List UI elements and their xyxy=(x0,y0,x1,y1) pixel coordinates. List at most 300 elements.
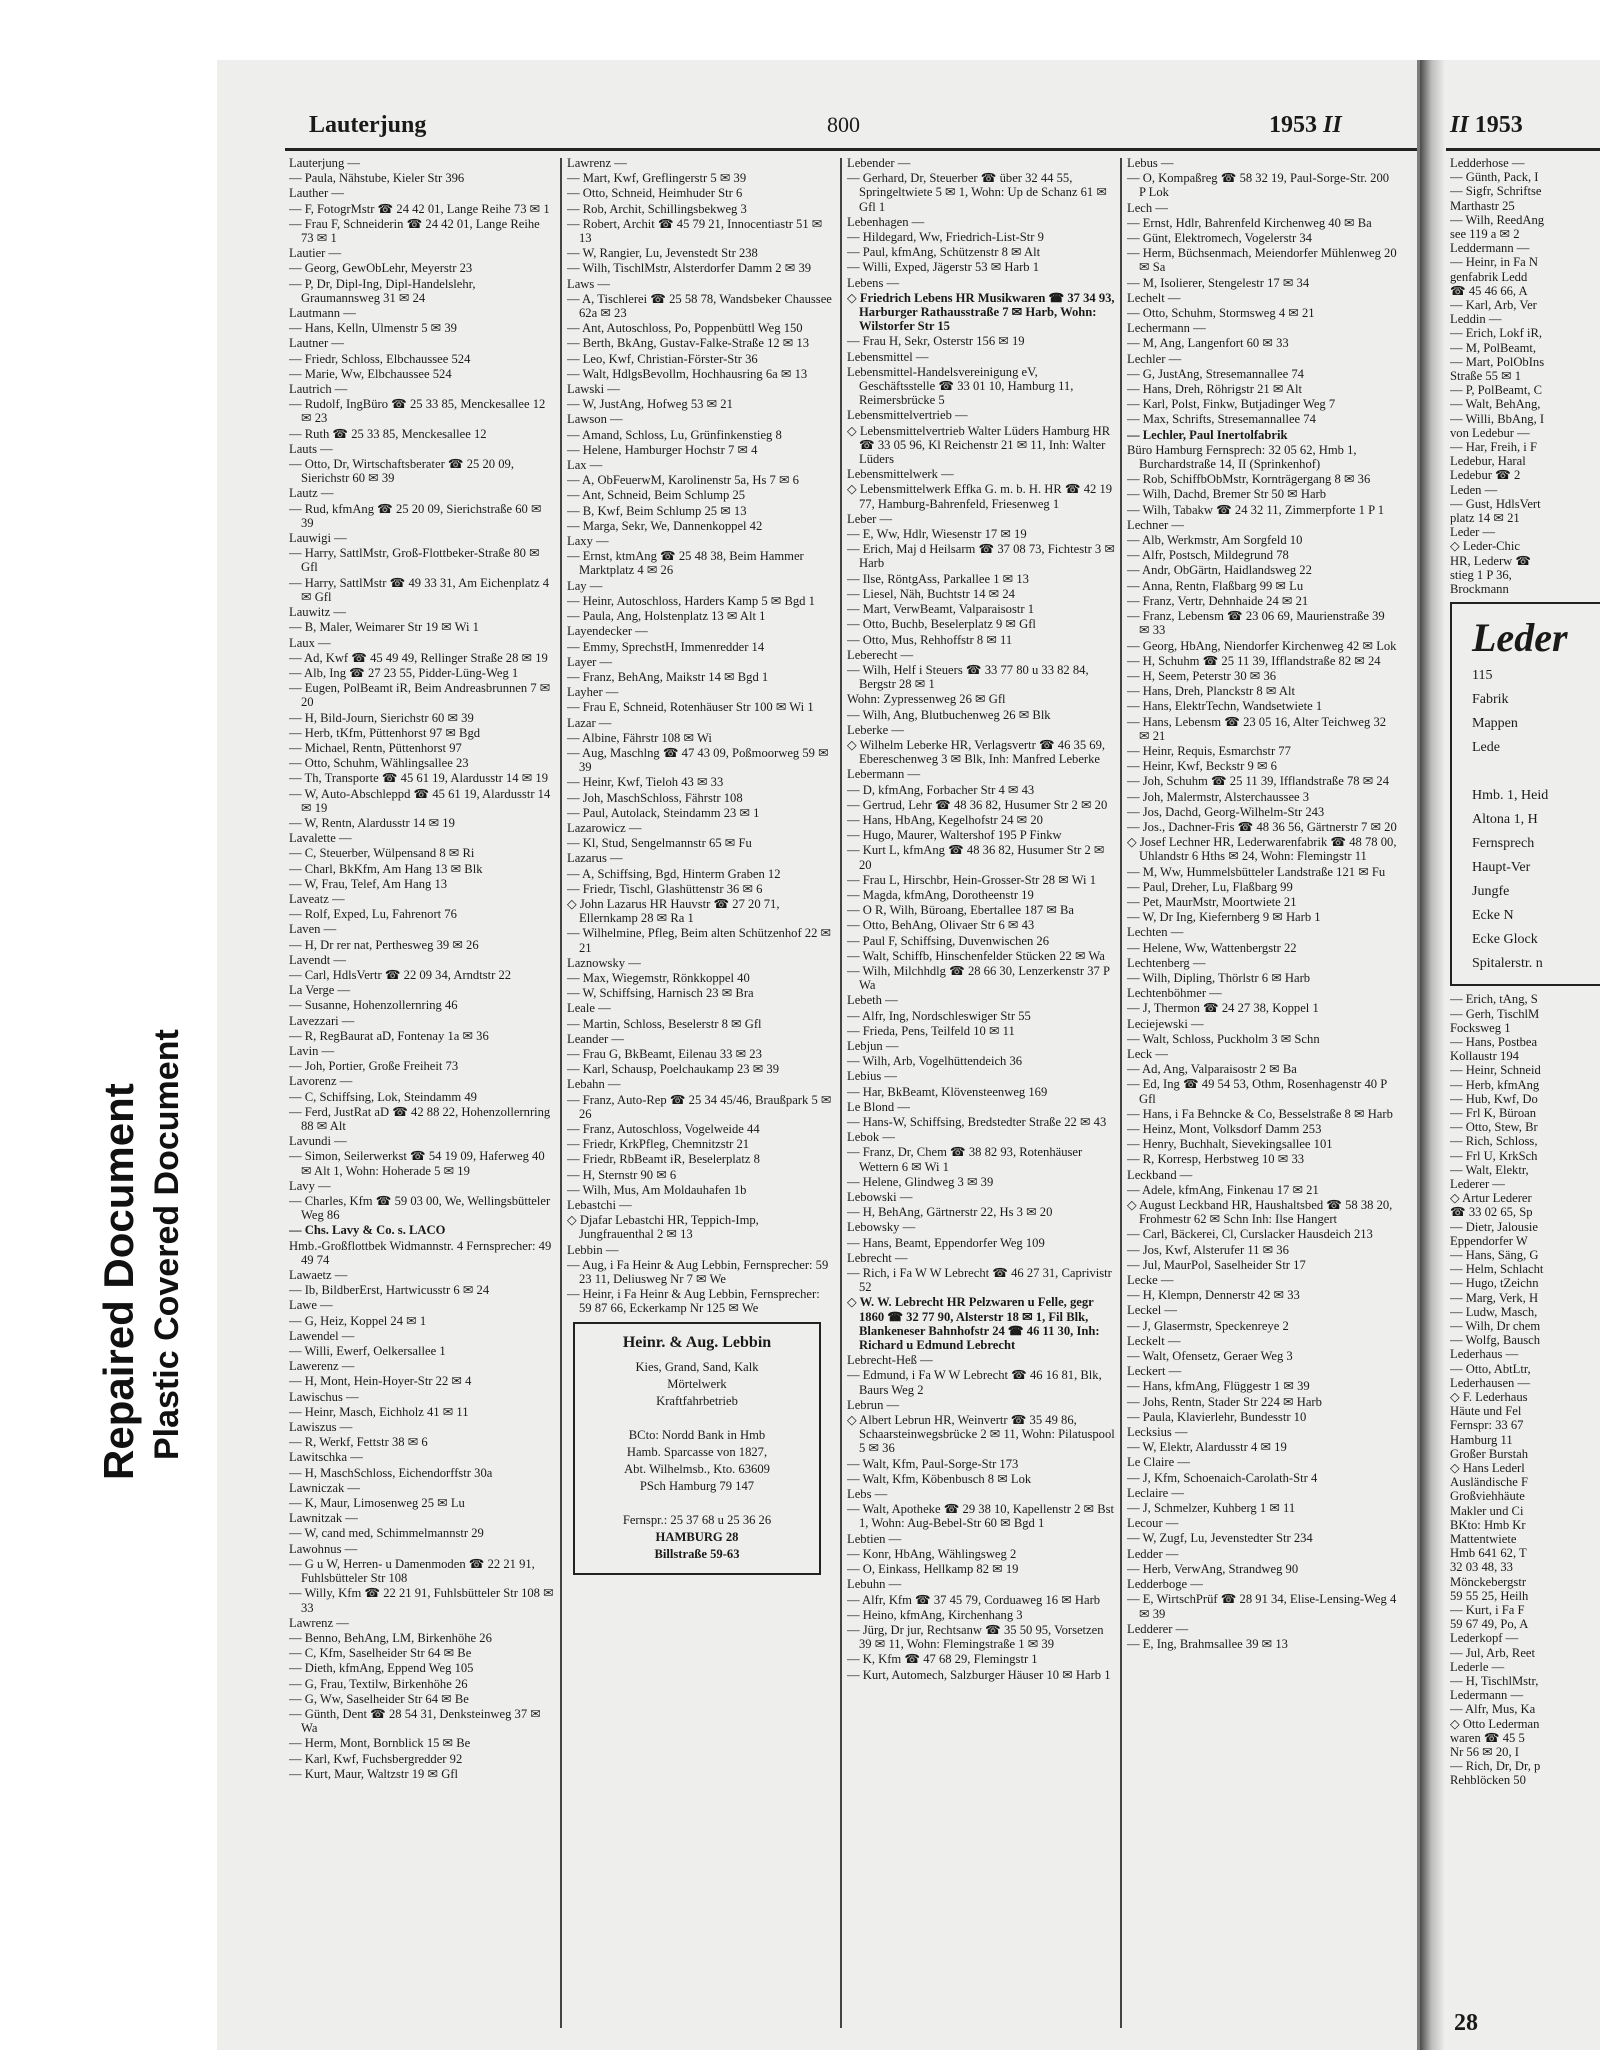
column-divider xyxy=(1120,158,1122,2028)
ad-line: Kraftfahrbetrieb xyxy=(656,1393,738,1408)
page-number: 800 xyxy=(827,112,860,137)
directory-entry: — Ferd, JustRat aD ☎ 42 88 22, Hohenzollernring 88 ✉ Alt xyxy=(289,1104,551,1133)
directory-entry: — W, cand med, Schimmelmannstr 29 xyxy=(289,1526,484,1541)
directory-entry: — W, Rangier, Lu, Jevenstedt Str 238 xyxy=(567,246,758,261)
ad-line: Spitalerstr. n xyxy=(1472,956,1543,972)
directory-entry: Lebjun — xyxy=(847,1038,899,1053)
directory-entry: — Walt, HdlgsBevollm, Hochhausring 6a ✉ 13 xyxy=(567,366,808,381)
directory-entry: Lebrun — xyxy=(847,1397,900,1412)
directory-entry: — Willi, BbAng, I xyxy=(1450,411,1545,426)
directory-entry: ◇ Otto Lederman xyxy=(1450,1716,1540,1731)
directory-entry: Wohn: Zypressenweg 26 ✉ Gfl xyxy=(847,692,1006,707)
directory-entry: ◇ Wilhelm Leberke HR, Verlagsvertr ☎ 46 35 69, Ebereschenweg 3 ✉ Blk, Inh: Manfred Leberke xyxy=(847,737,1106,767)
column-2 xyxy=(567,156,835,2036)
directory-columns xyxy=(285,156,1417,2036)
directory-entry: Lavezzari — xyxy=(289,1013,355,1028)
directory-entry: Lederle — xyxy=(1450,1659,1505,1674)
directory-entry: Le Claire — xyxy=(1127,1455,1190,1470)
directory-entry: Lechtenböhmer — xyxy=(1127,986,1222,1001)
directory-entry: Focksweg 1 xyxy=(1450,1020,1511,1035)
directory-entry: Lauwitz — xyxy=(289,605,347,620)
directory-entry: Leckband — xyxy=(1127,1167,1193,1182)
directory-entry: — Heinr, Schneid xyxy=(1450,1063,1541,1078)
directory-entry: — A, ObFeuerwM, Karolinenstr 5a, Hs 7 ✉ 6 xyxy=(567,473,799,488)
directory-entry: Lebbin — xyxy=(567,1242,619,1257)
directory-entry: — Gust, HdlsVert xyxy=(1450,496,1541,511)
ad-line xyxy=(1472,760,1600,784)
ad-title: Heinr. & Aug. Lebbin xyxy=(622,1333,772,1351)
directory-entry: — W, Elektr, Alardusstr 4 ✉ 19 xyxy=(1127,1440,1287,1455)
directory-entry: — Jürg, Dr jur, Rechtsanw ☎ 35 50 95, Vorsetzen 39 ✉ 11, Wohn: Flemingstraße 1 ✉ 39 xyxy=(847,1622,1104,1652)
directory-entry: — Ant, Autoschloss, Po, Poppenbüttl Weg 150 xyxy=(567,321,803,336)
directory-entry: — J, Glasermstr, Speckenreye 2 xyxy=(1127,1318,1289,1333)
directory-entry: Lawaetz — xyxy=(289,1268,348,1283)
directory-entry: — Otto, Buchb, Beselerplatz 9 ✉ Gfl xyxy=(847,617,1036,632)
directory-entry: — Kurt, Maur, Waltzstr 19 ✉ Gfl xyxy=(289,1766,458,1781)
directory-entry: — Hildegard, Ww, Friedrich-List-Str 9 xyxy=(847,230,1044,245)
directory-entry: — Georg, GewObLehr, Meyerstr 23 xyxy=(289,261,473,276)
directory-entry: Lebenhagen — xyxy=(847,214,925,229)
directory-entry: — Robert, Archit ☎ 45 79 21, Innocentiastr 51 ✉ 13 xyxy=(567,216,823,246)
directory-entry: Lavalette — xyxy=(289,831,352,846)
directory-entry: — Albine, Fährstr 108 ✉ Wi xyxy=(567,730,712,745)
directory-entry: — Otto, Stew, Br xyxy=(1450,1120,1538,1135)
directory-entry: — Gerh, TischlM xyxy=(1450,1006,1540,1021)
directory-entry: Lautner — xyxy=(289,336,344,351)
directory-entry: — Wilh, ReedAng xyxy=(1450,212,1545,227)
left-page xyxy=(217,60,1420,2050)
directory-entry: Lawski — xyxy=(567,382,620,397)
directory-entry: — Wilhelmine, Pfleg, Beim alten Schützenhof 22 ✉ 21 xyxy=(567,926,832,955)
directory-entry: — Joh, Schuhm ☎ 25 11 39, Ifflandstraße 78 ✉ 24 xyxy=(1127,774,1389,789)
directory-entry: — Rich, i Fa W W Lebrecht ☎ 46 27 31, Caprivistr 52 xyxy=(847,1266,1112,1295)
directory-entry: — W, Dr Ing, Kiefernberg 9 ✉ Harb 1 xyxy=(1127,910,1321,925)
ad-line: Ecke N xyxy=(1472,908,1514,924)
directory-entry: — Hans, Lebensm ☎ 23 05 16, Alter Teichweg 32 ✉ 21 xyxy=(1127,714,1387,743)
directory-entry: — A, Tischlerei ☎ 25 58 78, Wandsbeker Chaussee 62a ✉ 23 xyxy=(567,291,832,321)
directory-entry: Lechtenberg — xyxy=(1127,955,1206,970)
directory-entry: — Kl, Stud, Sengelmannstr 65 ✉ Fu xyxy=(567,836,752,851)
directory-entry: — Otto, AbtLtr, xyxy=(1450,1361,1531,1376)
directory-entry: — Charles, Kfm ☎ 59 03 00, We, Wellingsbütteler Weg 86 xyxy=(289,1194,551,1223)
right-running-head xyxy=(1450,112,1523,139)
column-3 xyxy=(847,156,1115,2036)
directory-entry: — G, JustAng, Stresemannallee 74 xyxy=(1127,366,1304,381)
ad-line: Jungfe xyxy=(1472,884,1510,900)
directory-entry: Leck — xyxy=(1127,1046,1168,1061)
directory-entry: — Hans, Kelln, Ulmenstr 5 ✉ 39 xyxy=(289,321,457,336)
directory-entry: Lech — xyxy=(1127,200,1168,215)
directory-entry: — K, Kfm ☎ 47 68 29, Flemingstr 1 xyxy=(847,1652,1038,1667)
directory-entry: Ledebur, Haral xyxy=(1450,454,1526,469)
directory-entry: Lawrenz — xyxy=(567,156,627,170)
directory-entry: — Ruth ☎ 25 33 85, Menckesallee 12 xyxy=(289,426,487,441)
directory-entry: — C, Steuerber, Wülpensand 8 ✉ Ri xyxy=(289,846,475,861)
directory-entry: — Magda, kfmAng, Dorotheenstr 19 xyxy=(847,887,1034,902)
directory-entry: — Frl U, KrkSch xyxy=(1450,1148,1538,1163)
directory-entry: — Rich, Schloss, xyxy=(1450,1134,1538,1149)
directory-entry: Leckelt — xyxy=(1127,1333,1181,1348)
scanned-directory-page xyxy=(217,60,1600,2050)
directory-entry: — A, Schiffsing, Bgd, Hinterm Graben 12 xyxy=(567,866,781,881)
directory-entry: Lebastchi — xyxy=(567,1198,632,1213)
directory-entry: Lebensmittelvertrieb — xyxy=(847,408,968,423)
directory-entry: — Franz, BehAng, Maikstr 14 ✉ Bgd 1 xyxy=(567,669,769,684)
directory-entry: Großviehhäute xyxy=(1450,1489,1525,1504)
directory-entry: — Susanne, Hohenzollernring 46 xyxy=(289,998,458,1013)
directory-entry: — Ant, Schneid, Beim Schlump 25 xyxy=(567,488,746,503)
directory-entry: Häute und Fel xyxy=(1450,1404,1522,1419)
directory-entry: Nr 56 ✉ 20, I xyxy=(1450,1745,1519,1760)
directory-entry: — Anna, Rentn, Flaßbarg 99 ✉ Lu xyxy=(1127,578,1304,593)
directory-entry: Kollaustr 194 xyxy=(1450,1049,1519,1064)
directory-entry: Lecke — xyxy=(1127,1273,1174,1288)
directory-entry: — Ad, Kwf ☎ 45 49 49, Rellinger Straße 28 ✉ 19 xyxy=(289,650,548,665)
directory-entry: — Helm, Schlacht xyxy=(1450,1262,1544,1277)
directory-entry: Lederhausen — xyxy=(1450,1375,1531,1390)
directory-entry: — Simon, Seilerwerkst ☎ 54 19 09, Haferweg 40 ✉ Alt 1, Wohn: Hoherade 5 ✉ 19 xyxy=(289,1149,545,1178)
directory-entry: Leciejewski — xyxy=(1127,1016,1204,1031)
column-divider xyxy=(560,158,562,2028)
directory-entry: — Heinr, i Fa Heinr & Aug Lebbin, Fernsprecher: 59 87 66, Eckerkamp Nr 125 ✉ We xyxy=(567,1287,820,1316)
directory-entry: — Walt, BehAng, xyxy=(1450,397,1541,412)
directory-entry: Lebrecht — xyxy=(847,1250,908,1265)
directory-entry: — Willi, Exped, Jägerstr 53 ✉ Harb 1 xyxy=(847,260,1040,275)
directory-entry: — K, Maur, Limosenweg 25 ✉ Lu xyxy=(289,1496,465,1511)
directory-entry: ◇ August Leckband HR, Haushaltsbed ☎ 58 38 20, Frohmestr 62 ✉ Schn Inh: Ilse Hangert xyxy=(1127,1198,1393,1227)
directory-entry: — Erich, Maj d Heilsarm ☎ 37 08 73, Fichtestr 3 ✉ Harb xyxy=(847,542,1115,571)
directory-entry: Lebs — xyxy=(847,1487,888,1502)
directory-entry: Lavy — xyxy=(289,1178,331,1193)
ad-line: Fernsprech xyxy=(1472,836,1535,852)
directory-entry: Lawniczak — xyxy=(289,1480,360,1495)
directory-entry: Ledermann — xyxy=(1450,1688,1524,1703)
directory-entry: — Otto, Schneid, Heimhuder Str 6 xyxy=(567,186,743,201)
directory-entry: Lechermann — xyxy=(1127,321,1206,336)
directory-entry: Lederhaus — xyxy=(1450,1347,1519,1362)
directory-entry: — O, Einkass, Hellkamp 82 ✉ 19 xyxy=(847,1562,1019,1577)
directory-entry: genfabrik Ledd xyxy=(1450,269,1528,284)
directory-entry: Leddin — xyxy=(1450,312,1502,327)
directory-entry: — H, Seem, Peterstr 30 ✉ 36 xyxy=(1127,668,1277,683)
directory-entry: — Martin, Schloss, Beselerstr 8 ✉ Gfl xyxy=(567,1016,762,1031)
directory-entry: — C, Kfm, Saselheider Str 64 ✉ Be xyxy=(289,1646,472,1661)
directory-entry: — H, Sternstr 90 ✉ 6 xyxy=(567,1167,677,1182)
directory-entry: — Walt, Kfm, Köbenbusch 8 ✉ Lok xyxy=(847,1471,1032,1486)
directory-entry: — D, kfmAng, Forbacher Str 4 ✉ 43 xyxy=(847,782,1035,797)
directory-entry: — P, Dr, Dipl-Ing, Dipl-Handelslehr, Graumannsweg 31 ✉ 24 xyxy=(289,276,476,305)
directory-entry: Leckert — xyxy=(1127,1364,1182,1379)
directory-entry: ◇ Artur Lederer xyxy=(1450,1191,1532,1206)
directory-entry: — Mart, PolObIns xyxy=(1450,354,1545,369)
directory-entry: Lechten — xyxy=(1127,925,1184,940)
directory-entry: — H, TischlMstr, xyxy=(1450,1674,1539,1689)
directory-entry: Lebowsky — xyxy=(847,1220,916,1235)
directory-entry: Lawiszus — xyxy=(289,1420,353,1435)
directory-entry: Lauwigi — xyxy=(289,531,347,546)
directory-entry: — Alb, Werkmstr, Am Sorgfeld 10 xyxy=(1127,533,1303,548)
directory-entry: — Rudolf, IngBüro ☎ 25 33 85, Menckesallee 12 ✉ 23 xyxy=(289,397,546,426)
year: 1953 xyxy=(1269,112,1317,138)
directory-entry: Leden — xyxy=(1450,482,1498,497)
directory-entry: — Günth, Pack, I xyxy=(1450,170,1539,185)
directory-entry: waren ☎ 45 5 xyxy=(1450,1730,1525,1745)
directory-entry: — Harry, SattlMstr ☎ 49 33 31, Am Eichenplatz 4 ✉ Gfl xyxy=(289,575,550,604)
directory-entry: — M, Ww, Hummelsbütteler Landstraße 121 ✉ Fu xyxy=(1127,864,1386,879)
directory-entry: — Rud, kfmAng ☎ 25 20 09, Sierichstraße 60 ✉ 39 xyxy=(289,501,542,530)
column-1 xyxy=(289,156,555,2036)
directory-entry: Lazar — xyxy=(567,715,612,730)
ad-line: Altona 1, H xyxy=(1472,812,1538,828)
directory-entry: — Wilh, Helf i Steuers ☎ 33 77 80 u 33 82 84, Bergstr 28 ✉ 1 xyxy=(847,662,1089,692)
directory-entry: — Dietr, Jalousie xyxy=(1450,1219,1538,1234)
ad-line: Ecke Glock xyxy=(1472,932,1538,948)
directory-entry: — C, Schiffsing, Lok, Steindamm 49 xyxy=(289,1089,477,1104)
directory-entry: Layher — xyxy=(567,685,619,700)
directory-entry: Lautz — xyxy=(289,486,334,501)
directory-entry: Leddermann — xyxy=(1450,241,1530,256)
directory-entry: — Herm, Mont, Bornblick 15 ✉ Be xyxy=(289,1736,471,1751)
right-header-rule xyxy=(1446,148,1600,151)
directory-entry: — Wilh, Arb, Vogelhüttendeich 36 xyxy=(847,1054,1023,1069)
directory-entry: Lecksius — xyxy=(1127,1425,1188,1440)
directory-entry: Rehblöcken 50 xyxy=(1450,1773,1526,1788)
directory-entry: Lavendt — xyxy=(289,952,347,967)
directory-entry: — Paul, Autolack, Steindamm 23 ✉ 1 xyxy=(567,805,760,820)
directory-entry: — Hans, ElektrTechn, Wandsetwiete 1 xyxy=(1127,699,1323,714)
directory-entry: — Harry, SattlMstr, Groß-Flottbeker-Straße 80 ✉ Gfl xyxy=(289,546,540,575)
directory-entry: Lechner — xyxy=(1127,517,1184,532)
ad-line: Fabrik xyxy=(1472,692,1509,708)
directory-entry: — Otto, Schuhm, Wählingsallee 23 xyxy=(289,756,469,771)
directory-entry: — Rob, SchiffbObMstr, Kornträgergang 8 ✉ 36 xyxy=(1127,472,1371,487)
directory-entry: — Rob, Archit, Schillingsbekweg 3 xyxy=(567,201,747,216)
directory-entry: — Ludw, Masch, xyxy=(1450,1304,1538,1319)
directory-entry: — Friedr, KrkPfleg, Chemnitzstr 21 xyxy=(567,1137,750,1152)
directory-entry: platz 14 ✉ 21 xyxy=(1450,511,1520,526)
directory-entry: — Charl, BkKfm, Am Hang 13 ✉ Blk xyxy=(289,861,483,876)
directory-entry: — Heinr, Autoschloss, Harders Kamp 5 ✉ Bgd 1 xyxy=(567,593,815,608)
directory-entry: — Jul, MaurPol, Saselheider Str 17 xyxy=(1127,1257,1306,1272)
directory-entry: Lebrecht-Heß — xyxy=(847,1353,933,1368)
directory-entry: — Alfr, Postsch, Mildegrund 78 xyxy=(1127,548,1289,563)
directory-entry: — Frl K, Büroan xyxy=(1450,1105,1537,1120)
directory-entry: Hmb.-Großflottbek Widmannstr. 4 Fernsprecher: 49 49 74 xyxy=(289,1238,552,1267)
directory-entry: — Willy, Kfm ☎ 22 21 91, Fuhlsbütteler Str 108 ✉ 33 xyxy=(289,1586,554,1615)
directory-entry: Lebahn — xyxy=(567,1077,621,1092)
ad-line: PSch Hamburg 79 147 xyxy=(639,1478,755,1493)
directory-entry: — Heinr, Kwf, Beckstr 9 ✉ 6 xyxy=(1127,759,1277,774)
directory-entry: — M, PolBeamt, xyxy=(1450,340,1537,355)
directory-entry: — Hans, Postbea xyxy=(1450,1034,1538,1049)
directory-entry: — Edmund, i Fa W W Lebrecht ☎ 46 16 81, Blk, Baurs Weg 2 xyxy=(847,1368,1102,1397)
directory-entry: — Wilh, Ang, Blutbuchenweg 26 ✉ Blk xyxy=(847,707,1051,722)
directory-entry: ◇ Hans Lederl xyxy=(1450,1461,1525,1475)
directory-entry: Leder — xyxy=(1450,525,1496,540)
directory-entry: Lechler — xyxy=(1127,351,1182,366)
archive-label-line1: Repaired Document xyxy=(95,1083,142,1480)
ad-line xyxy=(581,1410,813,1427)
directory-entry: — Walt, Ofensetz, Geraer Weg 3 xyxy=(1127,1349,1293,1364)
directory-entry: — Pet, MaurMstr, Moortwiete 21 xyxy=(1127,894,1297,909)
directory-entry: — R, Werkf, Fettstr 38 ✉ 6 xyxy=(289,1435,428,1450)
directory-entry: — G, Ww, Saselheider Str 64 ✉ Be xyxy=(289,1691,469,1706)
directory-entry: Makler und Ci xyxy=(1450,1503,1524,1518)
directory-entry: — Marga, Sekr, We, Dannenkoppel 42 xyxy=(567,518,763,533)
directory-entry: — E, Ww, Hdlr, Wiesenstr 17 ✉ 19 xyxy=(847,527,1027,542)
directory-entry: — Friedr, RbBeamt iR, Beselerplatz 8 xyxy=(567,1152,760,1167)
directory-entry: — Ilse, RöntgAss, Parkallee 1 ✉ 13 xyxy=(847,571,1029,586)
directory-entry: — Hugo, Maurer, Waltershof 195 P Finkw xyxy=(847,828,1062,843)
directory-entry: Ledderboge — xyxy=(1127,1577,1203,1592)
directory-entry: ◇ Albert Lebrun HR, Weinvertr ☎ 35 49 86, Schaarsteinwegsbrücke 2 ✉ 11, Wohn: Pilatuspool 5 ✉ 36 xyxy=(847,1413,1115,1456)
directory-entry: — Leo, Kwf, Christian-Förster-Str 36 xyxy=(567,351,758,366)
directory-entry: — Har, Freih, i F xyxy=(1450,440,1537,455)
directory-entry: — E, WirtschPrüf ☎ 28 91 34, Elise-Lensing-Weg 4 ✉ 39 xyxy=(1127,1592,1397,1621)
directory-entry: — W, Frau, Telef, Am Hang 13 xyxy=(289,876,448,891)
right-page xyxy=(1446,60,1600,2050)
directory-entry: — Günt, Elektromech, Vogelerstr 34 xyxy=(1127,231,1312,246)
directory-entry: 32 03 48, 33 xyxy=(1450,1560,1513,1575)
directory-entry: — Gerhard, Dr, Steuerber ☎ über 32 44 55, Springeltwiete 5 ✉ 1, Wohn: Up de Schanz 61 ✉ Gfl 1 xyxy=(847,171,1107,214)
directory-entry: Le Blond — xyxy=(847,1099,910,1114)
directory-entry: Hamburg 11 xyxy=(1450,1432,1513,1447)
directory-entry: — Alfr, Mus, Ka xyxy=(1450,1702,1536,1717)
ad-line: Hamb. Sparcasse von 1827, xyxy=(626,1444,768,1459)
directory-entry: Lauterjung — xyxy=(289,156,360,170)
directory-entry: Lazarus — xyxy=(567,851,623,866)
directory-entry: — G, Heiz, Koppel 24 ✉ 1 xyxy=(289,1313,427,1328)
volume: II xyxy=(1323,112,1342,138)
directory-entry: Leander — xyxy=(567,1031,624,1046)
directory-entry: Lavundi — xyxy=(289,1134,347,1149)
directory-entry: — Hans, Säng, G xyxy=(1450,1247,1539,1262)
directory-entry: stieg 1 P 36, xyxy=(1450,567,1512,582)
directory-entry: — Kurt L, kfmAng ☎ 48 36 82, Husumer Str 2 ✉ 20 xyxy=(847,843,1105,872)
directory-entry: — Wilh, Milchhdlg ☎ 28 66 30, Lenzerkenstr 37 P Wa xyxy=(847,963,1110,993)
directory-entry: — Aug, i Fa Heinr & Aug Lebbin, Fernsprecher: 59 23 11, Deliusweg Nr 7 ✉ We xyxy=(567,1257,829,1287)
directory-entry: — O R, Wilh, Büroang, Ebertallee 187 ✉ Ba xyxy=(847,903,1075,918)
directory-entry: ◇ Lebensmittelwerk Effka G. m. b. H. HR ☎ 42 19 77, Hamburg-Bahrenfeld, Friesenweg 1 xyxy=(847,482,1113,511)
directory-entry: — Ib, BildberErst, Hartwicusstr 6 ✉ 24 xyxy=(289,1283,490,1298)
directory-entry: — Wilh, Dr chem xyxy=(1450,1318,1541,1333)
directory-entry: Lebermann — xyxy=(847,767,921,782)
directory-entry: Lebius — xyxy=(847,1069,898,1084)
directory-entry: — Har, BkBeamt, Klövensteenweg 169 xyxy=(847,1084,1048,1099)
directory-entry: Lavin — xyxy=(289,1043,335,1058)
directory-entry: — Joh, Malermstr, Alsterchaussee 3 xyxy=(1127,789,1310,804)
directory-entry: — B, Maler, Weimarer Str 19 ✉ Wi 1 xyxy=(289,620,479,635)
directory-entry: Lay — xyxy=(567,578,603,593)
directory-entry: — E, Ing, Brahmsallee 39 ✉ 13 xyxy=(1127,1636,1288,1651)
directory-entry: — Wilh, Mus, Am Moldauhafen 1b xyxy=(567,1182,747,1197)
directory-entry: — H, MaschSchloss, Eichendorffstr 30a xyxy=(289,1465,493,1480)
directory-entry: Ausländische F xyxy=(1450,1475,1529,1490)
directory-entry: — Dieth, kfmAng, Eppend Weg 105 xyxy=(289,1661,474,1676)
directory-entry: — Paul, Dreher, Lu, Flaßbarg 99 xyxy=(1127,879,1293,894)
directory-entry: Lawnitzak — xyxy=(289,1511,358,1526)
directory-entry: — Ernst, ktmAng ☎ 25 48 38, Beim Hammer Marktplatz 4 ✉ 26 xyxy=(567,549,804,578)
ad-line: BCto: Nordd Bank in Hmb xyxy=(628,1427,766,1442)
directory-entry: Lebtien — xyxy=(847,1531,902,1546)
directory-entry: Lawitschka — xyxy=(289,1450,363,1465)
directory-entry: Lawischus — xyxy=(289,1389,359,1404)
directory-entry: — Walt, Schloss, Puckholm 3 ✉ Schn xyxy=(1127,1031,1320,1046)
directory-entry: — Marie, Ww, Elbchaussee 524 xyxy=(289,366,452,381)
directory-entry: Straße 55 ✉ 1 xyxy=(1450,369,1522,384)
directory-entry: Lawerenz — xyxy=(289,1359,355,1374)
directory-entry: — Paula, Ang, Holstenplatz 13 ✉ Alt 1 xyxy=(567,609,766,624)
directory-entry: Laxy — xyxy=(567,534,609,549)
directory-entry: Laznowsky — xyxy=(567,955,641,970)
directory-entry: — Heinz, Mont, Volksdorf Damm 253 xyxy=(1127,1122,1322,1136)
advertisement-lebbin xyxy=(573,1322,821,1575)
directory-entry: — Walt, Kfm, Paul-Sorge-Str 173 xyxy=(847,1456,1019,1471)
directory-entry: — Friedr, Schloss, Elbchaussee 524 xyxy=(289,351,471,366)
directory-entry: — Hans, kfmAng, Flüggestr 1 ✉ 39 xyxy=(1127,1379,1310,1394)
directory-entry: — Herb, kfmAng xyxy=(1450,1077,1540,1092)
directory-entry: — Hans, HbAng, Kegelhofstr 24 ✉ 20 xyxy=(847,812,1043,827)
directory-entry: — Willi, Ewerf, Oelkersallee 1 xyxy=(289,1344,446,1359)
right-page-number: 28 xyxy=(1454,2010,1478,2036)
directory-entry: — Hugo, tZeichn xyxy=(1450,1276,1539,1291)
directory-entry: — Kurt, Automech, Salzburger Häuser 10 ✉ Harb 1 xyxy=(847,1667,1111,1682)
directory-entry: — Max, Wiegemstr, Rönkkoppel 40 xyxy=(567,970,750,985)
directory-entry: Lebus — xyxy=(1127,156,1174,170)
directory-entry: Lechelt — xyxy=(1127,290,1181,305)
directory-entry: — Ad, Ang, Valparaisostr 2 ✉ Ba xyxy=(1127,1062,1297,1077)
directory-entry: Leberecht — xyxy=(847,647,914,662)
ad-line: Lede xyxy=(1472,740,1500,756)
directory-entry: — Franz, Lebensm ☎ 23 06 69, Maurienstraße 39 ✉ 33 xyxy=(1127,609,1385,638)
directory-entry: Fernspr: 33 67 xyxy=(1450,1418,1524,1433)
directory-entry: — Herb, VerwAng, Strandweg 90 xyxy=(1127,1561,1299,1576)
directory-entry: — Frau H, Sekr, Osterstr 156 ✉ 19 xyxy=(847,334,1025,349)
directory-entry: — Frau G, BkBeamt, Eilenau 33 ✉ 23 xyxy=(567,1046,762,1061)
directory-entry: BKto: Hmb Kr xyxy=(1450,1517,1526,1532)
directory-entry: Lederer — xyxy=(1450,1176,1505,1191)
directory-entry: — R, Korresp, Herbstweg 10 ✉ 33 xyxy=(1127,1152,1305,1167)
directory-entry: — Emmy, SprechstH, Immenredder 14 xyxy=(567,639,765,654)
directory-entry: Eppendorfer W xyxy=(1450,1233,1528,1248)
directory-entry: Lecour — xyxy=(1127,1516,1179,1531)
directory-entry: Brockmann xyxy=(1450,582,1509,597)
directory-entry: Lavorenz — xyxy=(289,1074,353,1089)
directory-entry: ◇ Josef Lechner HR, Lederwarenfabrik ☎ 48 78 00, Uhlandstr 6 Hths ✉ 24, Wohn: Flemingstr 11 xyxy=(1127,835,1397,864)
directory-entry: ◇ Leder-Chic xyxy=(1450,539,1520,554)
directory-entry: Lebensmittel-Handelsvereinigung eV, Geschäftsstelle ☎ 33 01 10, Hamburg 11, Reimersbrücke 5 xyxy=(847,364,1074,408)
directory-entry: — H, Dr rer nat, Perthesweg 39 ✉ 26 xyxy=(289,937,479,952)
directory-entry: — Alfr, Ing, Nordschleswiger Str 55 xyxy=(847,1008,1031,1023)
directory-entry: — Otto, BehAng, Olivaer Str 6 ✉ 43 xyxy=(847,918,1035,933)
directory-entry: — H, Bild-Journ, Sierichstr 60 ✉ 39 xyxy=(289,710,474,725)
directory-entry: — W, Auto-Abschleppd ☎ 45 61 19, Alardusstr 14 ✉ 19 xyxy=(289,786,551,815)
directory-entry: — W, Rentn, Alardusstr 14 ✉ 19 xyxy=(289,815,455,830)
header-rule xyxy=(285,148,1417,151)
ad-line: Hmb. 1, Heid xyxy=(1472,788,1549,804)
directory-entry: — J, Kfm, Schoenaich-Carolath-Str 4 xyxy=(1127,1470,1318,1485)
directory-entry: — Franz, Auto-Rep ☎ 25 34 45/46, Braußpark 5 ✉ 26 xyxy=(567,1092,832,1121)
directory-entry: — Ed, Ing ☎ 49 54 53, Othm, Rosenhagenstr 40 P Gfl xyxy=(1127,1077,1387,1106)
directory-entry: Lebens — xyxy=(847,275,900,290)
directory-entry: — Rich, Dr, Dr, p xyxy=(1450,1759,1541,1774)
directory-entry: — Erich, Lokf iR, xyxy=(1450,326,1542,341)
directory-entry: — Benno, BehAng, LM, Birkenhöhe 26 xyxy=(289,1630,492,1645)
directory-entry: — Franz, Autoschloss, Vogelweide 44 xyxy=(567,1122,760,1136)
directory-entry: — Andr, ObGärtn, Haidlandsweg 22 xyxy=(1127,563,1312,578)
directory-entry: — W, JustAng, Hofweg 53 ✉ 21 xyxy=(567,397,733,412)
directory-entry: — H, Klempn, Dennerstr 42 ✉ 33 xyxy=(1127,1288,1300,1303)
